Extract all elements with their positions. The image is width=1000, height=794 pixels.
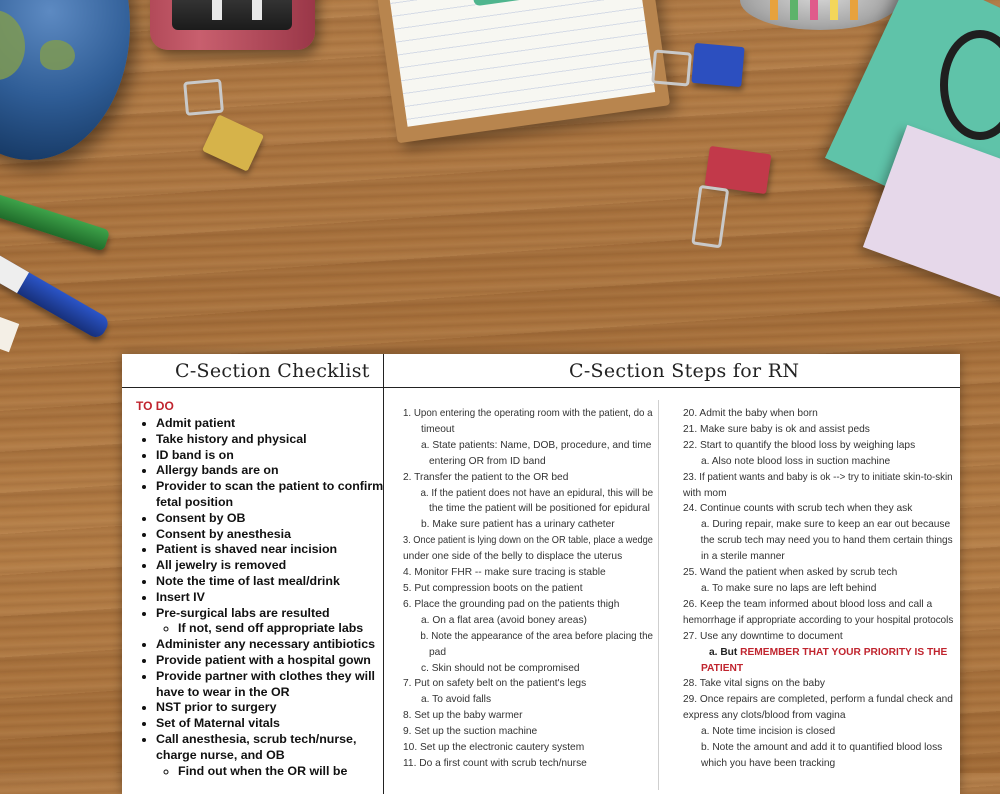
sub-list-item: ◦ If not, send off appropriate labs [178, 621, 384, 637]
list-item: • Admit patient [156, 416, 384, 432]
header-divider [122, 387, 960, 388]
list-item: • Patient is shaved near incision [156, 542, 384, 558]
list-item-call: • Call anesthesia, scrub tech/nurse, charge nurse, and OB ◦ Find out when the OR will be [156, 732, 384, 779]
todo-heading: TO DO [136, 399, 174, 413]
pencil-cup-decoration [740, 0, 900, 30]
yellow-binder-clip-decoration [202, 114, 264, 171]
step-line: 10. Set up the electronic cautery system [403, 742, 585, 754]
step-line: 6. Place the grounding pad on the patients thigh [403, 598, 620, 610]
step-line: hemorrhage if appropriate according to your hospital protocols [683, 614, 954, 626]
list-item: • Set of Maternal vitals [156, 716, 384, 732]
blue-binder-clip-decoration [691, 43, 744, 87]
steps-title: C-Section Steps for RN [569, 360, 800, 382]
globe-decoration [0, 0, 130, 160]
step-line: pad [429, 646, 446, 658]
step-line: 20. Admit the baby when born [683, 408, 818, 419]
step-line: 22. Start to quantify the blood loss by weighing laps [683, 439, 916, 451]
step-line: the scrub tech may need you to hand them certain things [700, 535, 953, 547]
step-line: c. Skin should not be compromised [421, 662, 580, 674]
step-line: 1. Upon entering the operating room with the patient, do a [403, 408, 653, 419]
step-line: 2. Transfer the patient to the OR bed [403, 471, 569, 483]
step-line: 29. Once repairs are completed, perform a fundal check and [683, 694, 953, 706]
step-line-priority: a. But REMEMBER THAT YOUR PRIORITY IS THE [709, 646, 948, 658]
list-item: • NST prior to surgery [156, 700, 384, 716]
step-line: a. On a flat area (avoid boney areas) [421, 614, 587, 626]
green-marker-decoration [0, 190, 110, 251]
step-line: 8. Set up the baby warmer [403, 710, 523, 722]
steps-column-divider [658, 400, 659, 790]
step-line: a. To make sure no laps are left behind [701, 582, 877, 594]
step-line: entering OR from ID band [429, 455, 546, 467]
list-item: • Allergy bands are on [156, 463, 384, 479]
step-line: 27. Use any downtime to document [683, 630, 843, 642]
list-item: • Take history and physical [156, 432, 384, 448]
list-item: • ID band is on [156, 448, 384, 464]
step-line: 28. Take vital signs on the baby [683, 678, 825, 690]
step-line: under one side of the belly to displace the uterus [403, 551, 623, 563]
list-item-labs: • Pre-surgical labs are resulted ◦ If not, send off appropriate labs [156, 606, 384, 638]
step-line: the time the patient will be positioned for epidural [429, 503, 650, 515]
list-item: • Consent by anesthesia [156, 527, 384, 543]
step-line: 21. Make sure baby is ok and assist peds [683, 423, 870, 435]
todo-list [136, 416, 384, 779]
step-line: a. Note time incision is closed [701, 726, 836, 738]
list-item: • All jewelry is removed [156, 558, 384, 574]
step-line: in a sterile manner [701, 551, 785, 563]
steps-column-1 [403, 406, 653, 772]
steps-column-2 [683, 406, 953, 772]
tape-dispenser-decoration [150, 0, 315, 50]
step-line: a. State patients: Name, DOB, procedure, and time [421, 439, 652, 451]
step-line: 11. Do a first count with scrub tech/nurse [403, 757, 587, 769]
step-line: 9. Set up the suction machine [403, 726, 538, 738]
list-item: • Provider to scan the patient to confirm fetal position [156, 479, 384, 511]
step-line: with mom [683, 487, 727, 499]
step-line: which you have been tracking [701, 757, 836, 769]
list-item: • Provide patient with a hospital gown [156, 653, 384, 669]
step-line: express any clots/blood from vagina [683, 710, 846, 722]
list-item: • Note the time of last meal/drink [156, 574, 384, 590]
list-item: • Administer any necessary antibiotics [156, 637, 384, 653]
list-item: • Consent by OB [156, 511, 384, 527]
step-line: b. Note the appearance of the area before placing the [420, 630, 653, 642]
step-line: b. Make sure patient has a urinary catheter [421, 519, 615, 531]
step-line: 23. If patient wants and baby is ok --> try to initiate skin-to-skin [683, 471, 953, 483]
step-line: 24. Continue counts with scrub tech when they ask [683, 503, 913, 515]
list-item: • Provide partner with clothes they will have to wear in the OR [156, 669, 384, 701]
step-line: a. During repair, make sure to keep an ear out because [701, 519, 951, 531]
sub-list-item: ◦ Find out when the OR will be [178, 764, 384, 780]
step-line: 25. Wand the patient when asked by scrub tech [683, 567, 898, 579]
step-line: b. Note the amount and add it to quantified blood loss [701, 742, 943, 754]
red-binder-clip-decoration [705, 146, 772, 194]
eraser-decoration [0, 314, 19, 352]
step-line: a. To avoid falls [421, 694, 492, 706]
clipboard-decoration [375, 0, 670, 143]
step-line: 5. Put compression boots on the patient [403, 582, 583, 594]
step-line-priority-cont: PATIENT [701, 662, 744, 674]
step-line: 3. Once patient is lying down on the OR table, place a wedge [403, 535, 653, 547]
list-item: • Insert IV [156, 590, 384, 606]
step-line: timeout [421, 423, 455, 435]
step-line: a. Also note blood loss in suction machine [701, 455, 891, 467]
step-line: 4. Monitor FHR -- make sure tracing is stable [403, 567, 606, 579]
step-line: 7. Put on safety belt on the patient's legs [403, 678, 587, 690]
checklist-title: C-Section Checklist [175, 360, 370, 382]
step-line: 26. Keep the team informed about blood loss and call a [683, 598, 933, 610]
step-line: a. If the patient does not have an epidural, this will be [420, 487, 654, 499]
checklist-document [122, 354, 960, 794]
